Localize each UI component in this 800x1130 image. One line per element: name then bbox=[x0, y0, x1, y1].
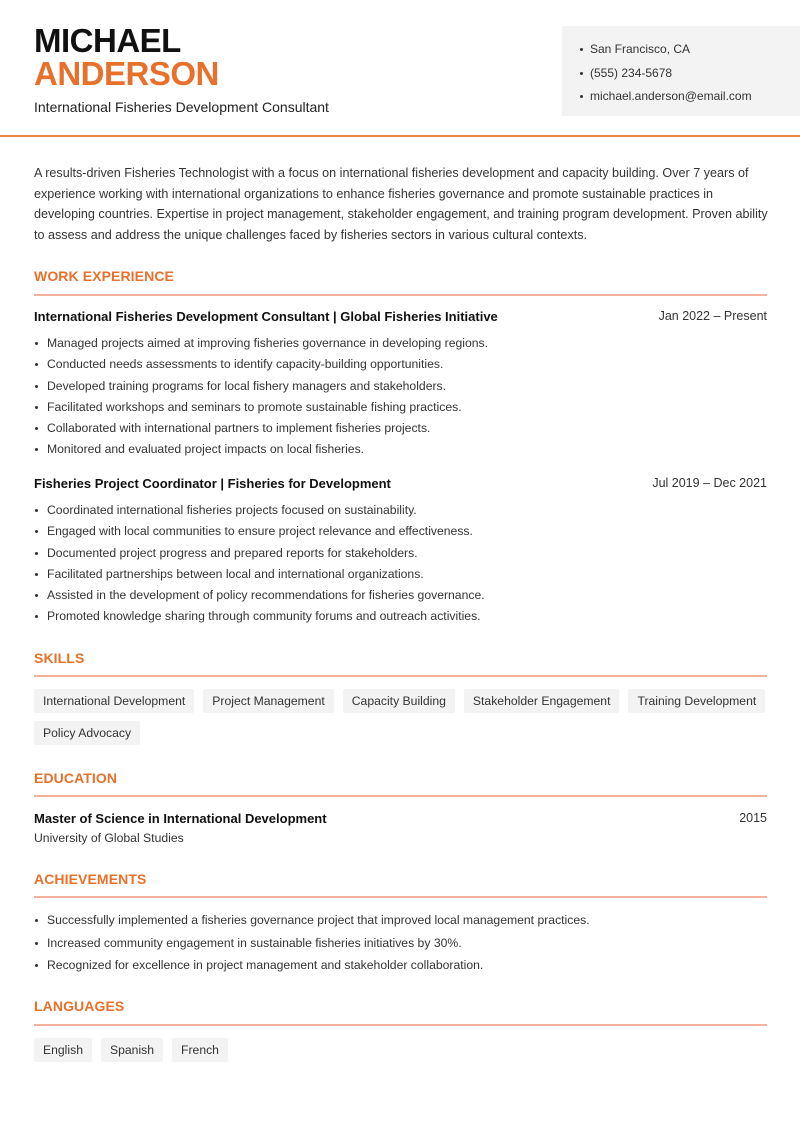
section-title-languages: LANGUAGES bbox=[34, 998, 125, 1014]
list-item bbox=[34, 502, 485, 523]
list-item-text: Monitored and evaluated project impacts on local fisheries. bbox=[47, 442, 365, 457]
list-item-text: Conducted needs assessments to identify capacity-building opportunities. bbox=[47, 357, 444, 372]
list-item bbox=[34, 566, 485, 587]
skill-chip: Capacity Building bbox=[343, 689, 455, 713]
list-item bbox=[34, 523, 485, 544]
education-year: 2015 bbox=[739, 811, 767, 825]
languages-list bbox=[34, 1038, 774, 1062]
achievements-list bbox=[34, 912, 590, 980]
bullet-icon bbox=[35, 406, 38, 409]
job-1-bullets bbox=[34, 335, 488, 463]
list-item-text: Increased community engagement in sustainable fisheries initiatives by 30%. bbox=[47, 935, 462, 950]
list-item bbox=[34, 378, 488, 399]
list-item bbox=[34, 935, 590, 958]
summary-text: A results-driven Fisheries Technologist with a focus on international fisheries development and capacity building. Over 7 years of experience working with international organizations to enhance fisheries governance and promote sustainable practices in developing countries. Expertise in project management, stakeholder engagement, and training program development. Proven ability to assess and address the unique challenges faced by fisheries sectors in various cultural contexts. bbox=[34, 166, 768, 243]
list-item-text: Successfully implemented a fisheries governance project that improved local management practices. bbox=[47, 913, 590, 927]
list-item-text: Collaborated with international partners to implement fisheries projects. bbox=[47, 421, 431, 436]
skill-chip: Project Management bbox=[203, 689, 333, 713]
list-item bbox=[34, 608, 485, 629]
skill-chip: International Development bbox=[34, 689, 194, 713]
bullet-icon bbox=[35, 427, 38, 430]
section-divider bbox=[34, 896, 767, 898]
bullet-icon bbox=[35, 573, 38, 576]
bullet-icon bbox=[35, 342, 38, 345]
contact-box bbox=[562, 26, 800, 116]
job-1-dates: Jan 2022 – Present bbox=[658, 309, 767, 323]
bullet-icon bbox=[580, 95, 583, 98]
job-title: International Fisheries Development Consultant bbox=[34, 99, 329, 115]
list-item-text: Developed training programs for local fishery managers and stakeholders. bbox=[47, 378, 447, 393]
education-school: University of Global Studies bbox=[34, 831, 184, 845]
list-item-text: Facilitated workshops and seminars to promote sustainable fishing practices. bbox=[47, 399, 462, 414]
contact-list bbox=[580, 38, 752, 109]
section-divider bbox=[34, 675, 767, 677]
bullet-icon bbox=[35, 530, 38, 533]
list-item-text: Engaged with local communities to ensure project relevance and effectiveness. bbox=[47, 524, 473, 539]
bullet-icon bbox=[35, 964, 38, 967]
list-item-text: Recognized for excellence in project management and stakeholder collaboration. bbox=[47, 958, 484, 972]
bullet-icon bbox=[580, 72, 583, 75]
list-item bbox=[34, 335, 488, 356]
language-chip: English bbox=[34, 1038, 92, 1062]
list-item bbox=[34, 399, 488, 420]
section-divider bbox=[34, 294, 767, 296]
bullet-icon bbox=[580, 48, 583, 51]
section-title-achievements: ACHIEVEMENTS bbox=[34, 871, 147, 887]
list-item bbox=[34, 587, 485, 608]
header-divider bbox=[0, 135, 800, 137]
bullet-icon bbox=[35, 919, 38, 922]
list-item-text: Facilitated partnerships between local and international organizations. bbox=[47, 566, 424, 581]
bullet-icon bbox=[35, 942, 38, 945]
education-degree: Master of Science in International Development bbox=[34, 811, 327, 826]
bullet-icon bbox=[35, 594, 38, 597]
contact-email bbox=[580, 85, 752, 109]
list-item-text: Coordinated international fisheries projects focused on sustainability. bbox=[47, 503, 417, 517]
bullet-icon bbox=[35, 552, 38, 555]
section-title-skills: SKILLS bbox=[34, 650, 85, 666]
section-divider bbox=[34, 1024, 767, 1026]
skill-chip: Training Development bbox=[628, 689, 765, 713]
section-divider bbox=[34, 795, 767, 797]
contact-phone bbox=[580, 62, 752, 86]
language-chip: Spanish bbox=[101, 1038, 163, 1062]
job-2-heading: Fisheries Project Coordinator | Fisheries for Development bbox=[34, 476, 391, 491]
language-chip: French bbox=[172, 1038, 228, 1062]
list-item-text: Documented project progress and prepared reports for stakeholders. bbox=[47, 545, 418, 560]
section-title-work-experience: WORK EXPERIENCE bbox=[34, 268, 174, 284]
bullet-icon bbox=[35, 509, 38, 512]
list-item-text: Promoted knowledge sharing through community forums and outreach activities. bbox=[47, 609, 481, 624]
bullet-icon bbox=[35, 385, 38, 388]
bullet-icon bbox=[35, 363, 38, 366]
contact-location-text: San Francisco, CA bbox=[590, 42, 691, 57]
contact-location bbox=[580, 38, 752, 62]
job-1-heading: International Fisheries Development Consultant | Global Fisheries Initiative bbox=[34, 309, 498, 324]
last-name: ANDERSON bbox=[34, 55, 219, 92]
contact-email-text[interactable]: michael.anderson@email.com bbox=[590, 89, 752, 104]
list-item bbox=[34, 356, 488, 377]
contact-phone-text[interactable]: (555) 234-5678 bbox=[590, 65, 673, 80]
resume-header bbox=[0, 0, 800, 136]
list-item-text: Assisted in the development of policy recommendations for fisheries governance. bbox=[47, 588, 485, 603]
skills-list bbox=[34, 689, 774, 745]
list-item bbox=[34, 912, 590, 935]
first-name: MICHAEL bbox=[34, 22, 181, 59]
list-item bbox=[34, 957, 590, 980]
list-item bbox=[34, 545, 485, 566]
bullet-icon bbox=[35, 615, 38, 618]
job-2-bullets bbox=[34, 502, 485, 630]
skill-chip: Policy Advocacy bbox=[34, 721, 140, 745]
list-item-text: Managed projects aimed at improving fisheries governance in developing regions. bbox=[47, 336, 489, 350]
list-item bbox=[34, 441, 488, 462]
job-2-dates: Jul 2019 – Dec 2021 bbox=[652, 476, 767, 490]
list-item bbox=[34, 420, 488, 441]
bullet-icon bbox=[35, 448, 38, 451]
skill-chip: Stakeholder Engagement bbox=[464, 689, 620, 713]
section-title-education: EDUCATION bbox=[34, 770, 118, 786]
